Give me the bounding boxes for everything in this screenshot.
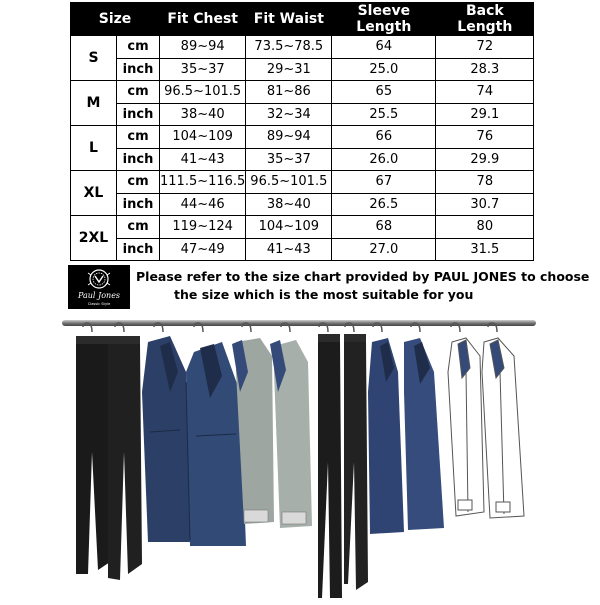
note-line-2: the size which is the most suitable for you [174, 287, 474, 302]
note-line-1: Please refer to the size chart provided by PAUL JONES to choose [136, 269, 590, 284]
logo-brand-text: Paul Jones [77, 291, 121, 300]
header-fit-chest: Fit Chest [160, 3, 246, 36]
clothing-rack-illustration [0, 312, 600, 600]
unit-label: cm [117, 171, 160, 194]
table-cell: 31.5 [436, 238, 534, 261]
unit-label: cm [117, 126, 160, 149]
unit-label: inch [117, 193, 160, 216]
unit-label: cm [117, 36, 160, 59]
table-cell: 96.5~101.5 [246, 171, 332, 194]
table-cell: 66 [332, 126, 436, 149]
black-trousers-right [318, 334, 368, 598]
table-cell: 81~86 [246, 81, 332, 104]
garment-rack-image [0, 312, 600, 600]
table-cell: 35~37 [246, 148, 332, 171]
table-row [71, 238, 534, 261]
table-cell: 29.1 [436, 103, 534, 126]
table-cell: 38~40 [246, 193, 332, 216]
table-cell: 65 [332, 81, 436, 104]
table-cell: 96.5~101.5 [160, 81, 246, 104]
white-shirts [448, 338, 524, 518]
table-row [71, 36, 534, 59]
header-sleeve-length: Sleeve Length [332, 3, 436, 36]
navy-jackets [142, 336, 246, 546]
table-row [71, 216, 534, 239]
table-cell: 80 [436, 216, 534, 239]
table-row [71, 193, 534, 216]
header-fit-waist: Fit Waist [246, 3, 332, 36]
table-cell: 41~43 [246, 238, 332, 261]
crest-icon [68, 265, 130, 309]
table-cell: 104~109 [160, 126, 246, 149]
table-cell: 68 [332, 216, 436, 239]
table-cell: 74 [436, 81, 534, 104]
black-trousers-left [76, 336, 142, 580]
table-cell: 67 [332, 171, 436, 194]
table-row [71, 148, 534, 171]
table-cell: 25.5 [332, 103, 436, 126]
table-cell: 64 [332, 36, 436, 59]
paul-jones-logo [68, 265, 130, 309]
header-back-length: Back Length [436, 3, 534, 36]
table-cell: 72 [436, 36, 534, 59]
table-cell: 73.5~78.5 [246, 36, 332, 59]
table-cell: 76 [436, 126, 534, 149]
table-cell: 41~43 [160, 148, 246, 171]
navy-slim-jackets [368, 338, 444, 534]
table-cell: 38~40 [160, 103, 246, 126]
table-cell: 119~124 [160, 216, 246, 239]
grey-shirts [232, 338, 312, 528]
table-cell: 30.7 [436, 193, 534, 216]
table-cell: 26.0 [332, 148, 436, 171]
unit-label: inch [117, 238, 160, 261]
table-row [71, 103, 534, 126]
table-cell: 32~34 [246, 103, 332, 126]
header-size: Size [71, 3, 160, 36]
table-cell: 29.9 [436, 148, 534, 171]
table-cell: 111.5~116.5 [160, 171, 246, 194]
table-cell: 89~94 [246, 126, 332, 149]
table-cell: 78 [436, 171, 534, 194]
size-label: M [71, 81, 117, 126]
table-cell: 28.3 [436, 58, 534, 81]
table-row [71, 126, 534, 149]
unit-label: cm [117, 81, 160, 104]
unit-label: cm [117, 216, 160, 239]
size-chart-table [70, 2, 534, 261]
table-cell: 25.0 [332, 58, 436, 81]
table-cell: 104~109 [246, 216, 332, 239]
size-label: XL [71, 171, 117, 216]
table-header-row [71, 3, 534, 36]
table-cell: 89~94 [160, 36, 246, 59]
table-cell: 35~37 [160, 58, 246, 81]
table-cell: 44~46 [160, 193, 246, 216]
table-row [71, 58, 534, 81]
table-row [71, 171, 534, 194]
table-row [71, 81, 534, 104]
logo-tagline-text: Classic Style [87, 302, 111, 306]
table-cell: 47~49 [160, 238, 246, 261]
table-cell: 26.5 [332, 193, 436, 216]
unit-label: inch [117, 103, 160, 126]
table-cell: 29~31 [246, 58, 332, 81]
table-cell: 27.0 [332, 238, 436, 261]
unit-label: inch [117, 58, 160, 81]
unit-label: inch [117, 148, 160, 171]
hanging-rail [62, 320, 536, 326]
size-advice-note [68, 265, 600, 310]
size-label: L [71, 126, 117, 171]
size-label: S [71, 36, 117, 81]
size-label: 2XL [71, 216, 117, 261]
